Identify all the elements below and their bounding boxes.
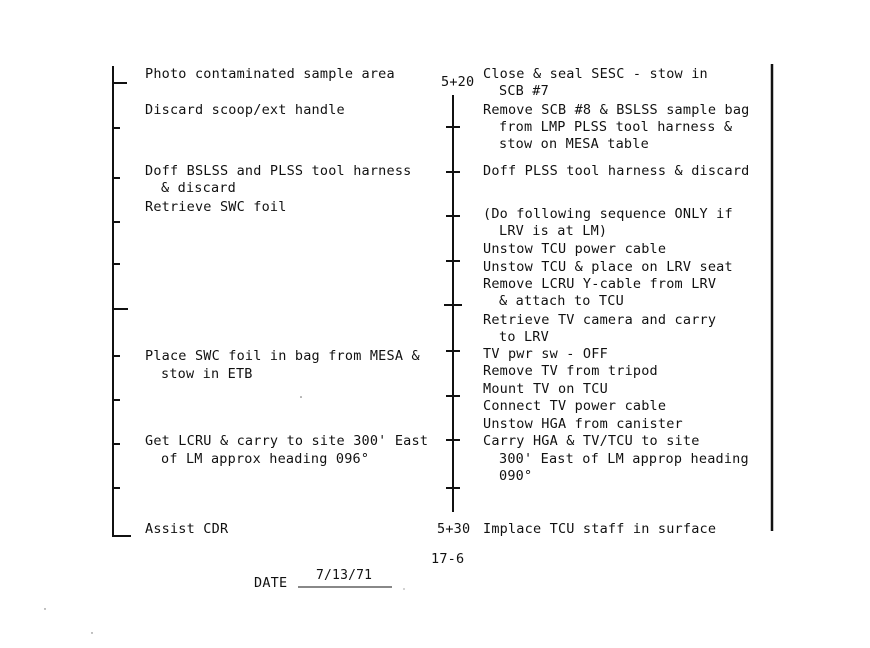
right-item-connect-tv: Connect TV power cable	[483, 398, 667, 414]
right-item-unstow-tcu-cable: Unstow TCU power cable	[483, 241, 667, 257]
left-item-get-lcru: Get LCRU & carry to site 300' East	[145, 433, 429, 449]
left-item-doff-bslss-cont: & discard	[161, 180, 236, 196]
right-item-close-sesc-cont: SCB #7	[499, 83, 549, 99]
time-marker-end: 5+30	[437, 521, 471, 537]
left-item-retrieve-swc: Retrieve SWC foil	[145, 199, 287, 215]
left-item-doff-bslss: Doff BSLSS and PLSS tool harness	[145, 163, 412, 179]
right-item-remove-lcru: Remove LCRU Y-cable from LRV	[483, 276, 717, 292]
right-item-remove-scb-cont2: stow on MESA table	[499, 136, 649, 152]
left-item-place-swc: Place SWC foil in bag from MESA &	[145, 348, 420, 364]
right-item-carry-hga: Carry HGA & TV/TCU to site	[483, 433, 700, 449]
right-item-sequence-note-cont: LRV is at LM)	[499, 223, 608, 239]
right-item-tv-pwr: TV pwr sw - OFF	[483, 346, 608, 362]
date-label: DATE	[254, 575, 288, 591]
left-item-discard-scoop: Discard scoop/ext handle	[145, 102, 345, 118]
time-marker-start: 5+20	[441, 74, 475, 90]
date-value: 7/13/71	[316, 568, 373, 583]
right-item-sequence-note: (Do following sequence ONLY if	[483, 206, 733, 222]
right-item-close-sesc: Close & seal SESC - stow in	[483, 66, 708, 82]
right-item-doff-plss: Doff PLSS tool harness & discard	[483, 163, 750, 179]
left-item-place-swc-cont: stow in ETB	[161, 366, 253, 382]
left-bracket	[113, 66, 131, 537]
right-item-retrieve-tv-cont: to LRV	[499, 329, 549, 345]
right-item-mount-tv: Mount TV on TCU	[483, 381, 608, 397]
right-item-unstow-hga: Unstow HGA from canister	[483, 416, 683, 432]
right-item-carry-hga-cont1: 300' East of LM approp heading	[499, 451, 749, 467]
page-number: 17-6	[431, 551, 465, 567]
right-item-remove-lcru-cont: & attach to TCU	[499, 293, 624, 309]
right-item-remove-scb-cont1: from LMP PLSS tool harness &	[499, 119, 733, 135]
right-item-unstow-tcu: Unstow TCU & place on LRV seat	[483, 259, 733, 275]
right-item-carry-hga-cont2: 090°	[499, 468, 533, 484]
left-item-photo: Photo contaminated sample area	[145, 66, 395, 82]
right-item-implace-tcu: Implace TCU staff in surface	[483, 521, 717, 537]
left-item-assist-cdr: Assist CDR	[145, 521, 229, 537]
right-item-remove-tv: Remove TV from tripod	[483, 363, 658, 379]
right-item-remove-scb: Remove SCB #8 & BSLSS sample bag	[483, 102, 750, 118]
center-timeline	[444, 95, 462, 512]
left-item-get-lcru-cont: of LM approx heading 096°	[161, 451, 370, 467]
right-item-retrieve-tv: Retrieve TV camera and carry	[483, 312, 717, 328]
scan-specks	[44, 396, 404, 634]
